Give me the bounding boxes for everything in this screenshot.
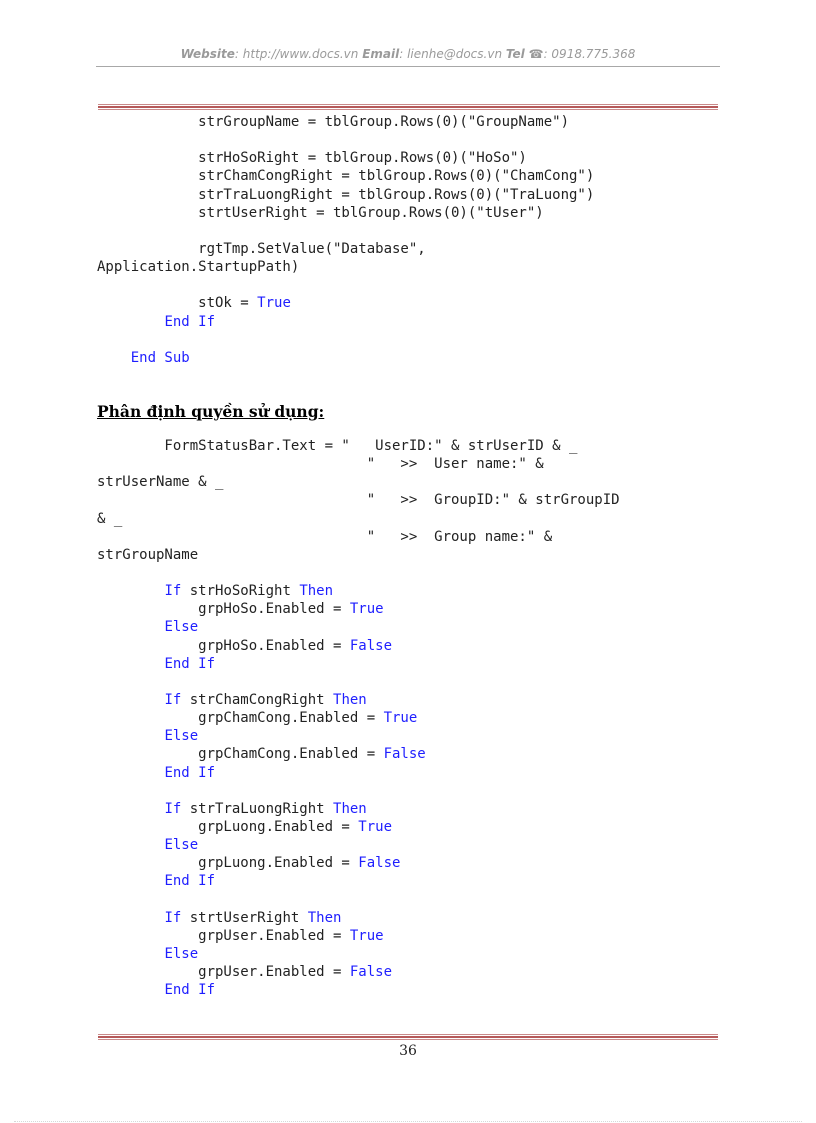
code-line [97,240,727,258]
code-line [97,582,727,600]
tel-value: : 0918.775.368 [543,47,636,61]
code-keyword: Else [164,619,199,636]
code-line [97,600,727,618]
code-keyword: If [164,691,182,708]
code-line [97,186,727,204]
code-line [97,618,727,636]
code-line [97,510,727,528]
code-line [97,149,727,167]
code-text: strTraLuongRight [181,800,334,817]
code-keyword: Then [299,583,334,600]
code-line [97,349,727,367]
code-text: strChamCongRight = tblGroup.Rows(0)("ChamCong") [97,168,595,185]
code-text: FormStatusBar.Text = " UserID:" & strUserID & _ [97,438,578,454]
code-line [97,131,727,149]
page-header [96,47,720,61]
code-line [97,981,727,999]
code-keyword: False [349,964,393,981]
code-text [97,619,164,635]
code-line [97,455,727,473]
code-text: " >> User name:" & [97,456,544,473]
page-number: 36 [399,1043,417,1059]
code-text [97,583,164,599]
code-keyword: True [257,295,291,312]
code-line [97,945,727,963]
code-line [97,891,727,909]
code-block-1 [97,113,727,367]
code-line [97,437,727,455]
code-line [97,909,727,927]
code-keyword: End Sub [130,349,190,366]
code-text [97,801,164,817]
code-text [97,873,164,889]
code-text: " >> GroupID:" & strGroupID [97,492,620,509]
code-line [97,113,727,131]
code-text: Application.StartupPath) [97,259,300,276]
tel-label: Tel [505,47,525,61]
code-line [97,764,727,782]
code-line [97,655,727,673]
code-text: strTraLuongRight = tblGroup.Rows(0)("TraLuong") [97,186,595,203]
code-keyword: Else [164,728,199,745]
code-line [97,745,727,763]
code-keyword: False [349,637,393,654]
code-text [97,837,164,853]
code-text: strChamCongRight [181,691,334,708]
code-keyword: True [349,601,384,618]
code-text: grpChamCong.Enabled = [97,746,384,763]
code-line [97,491,727,509]
section-heading: Phân định quyền sử dụng: [97,402,325,421]
code-line [97,818,727,836]
code-line [97,222,727,240]
code-line [97,204,727,222]
website-label: Website [180,47,235,61]
code-text: grpHoSo.Enabled = [97,637,350,654]
header-divider [96,66,720,67]
code-keyword: End If [164,982,216,999]
code-line [97,276,727,294]
code-keyword: Then [333,800,367,817]
code-text [97,656,164,672]
code-text: " >> Group name:" & [97,528,553,545]
code-keyword: False [383,746,426,763]
code-line [97,727,727,745]
code-keyword: True [349,927,384,944]
code-keyword: True [358,818,393,835]
code-keyword: If [164,583,182,600]
code-text: strtUserRight [181,909,308,926]
top-divider [98,104,718,105]
code-text [97,692,164,708]
code-keyword: Then [307,909,342,926]
code-keyword: End If [164,764,216,781]
code-line [97,800,727,818]
bottom-divider [98,1034,718,1035]
code-text [97,765,164,781]
code-text [97,982,164,998]
code-line [97,473,727,491]
code-text: grpChamCong.Enabled = [97,710,384,727]
code-keyword: If [164,800,182,817]
phone-icon: ☎ [528,47,544,61]
code-text [97,350,131,366]
code-line [97,637,727,655]
code-keyword: If [164,909,182,926]
code-line [97,691,727,709]
code-text: & _ [97,510,123,527]
code-text: grpLuong.Enabled = [97,855,359,872]
code-text [97,728,164,744]
code-text: strHoSoRight = tblGroup.Rows(0)("HoSo") [97,150,527,167]
code-line [97,927,727,945]
code-keyword: Else [164,945,199,962]
code-text: stOk = [97,295,258,312]
code-text: rgtTmp.SetValue("Database", [97,240,426,257]
code-line [97,313,727,331]
code-line [97,854,727,872]
website-value: : http://www.docs.vn [234,47,359,61]
code-text [97,314,164,330]
email-label: Email [362,47,400,61]
code-keyword: True [383,710,418,727]
code-text: grpLuong.Enabled = [97,818,359,835]
code-line [97,258,727,276]
code-keyword: Else [164,837,199,854]
code-keyword: End If [164,655,216,672]
code-line [97,963,727,981]
code-keyword: End If [164,313,216,330]
code-line [97,872,727,890]
code-text [97,946,164,962]
code-text: grpHoSo.Enabled = [97,601,350,618]
code-line [97,709,727,727]
code-line [97,331,727,349]
page-edge [14,1121,802,1122]
code-line [97,167,727,185]
code-text: strHoSoRight [181,583,300,600]
code-keyword: Then [333,691,367,708]
code-block-2 [97,437,727,999]
code-line [97,782,727,800]
email-value: : lienhe@docs.vn [399,47,503,61]
code-line [97,836,727,854]
code-keyword: End If [164,873,216,890]
code-text: strGroupName [97,546,199,563]
code-text: strGroupName = tblGroup.Rows(0)("GroupName") [97,114,570,130]
code-text: strUserName & _ [97,474,224,491]
code-text: grpUser.Enabled = [97,964,350,981]
code-keyword: False [358,855,401,872]
code-text [97,910,164,926]
code-text: grpUser.Enabled = [97,927,350,944]
code-line [97,528,727,546]
code-text: strtUserRight = tblGroup.Rows(0)("tUser") [97,204,544,221]
code-line [97,673,727,691]
code-line [97,564,727,582]
code-line [97,294,727,312]
code-line [97,546,727,564]
